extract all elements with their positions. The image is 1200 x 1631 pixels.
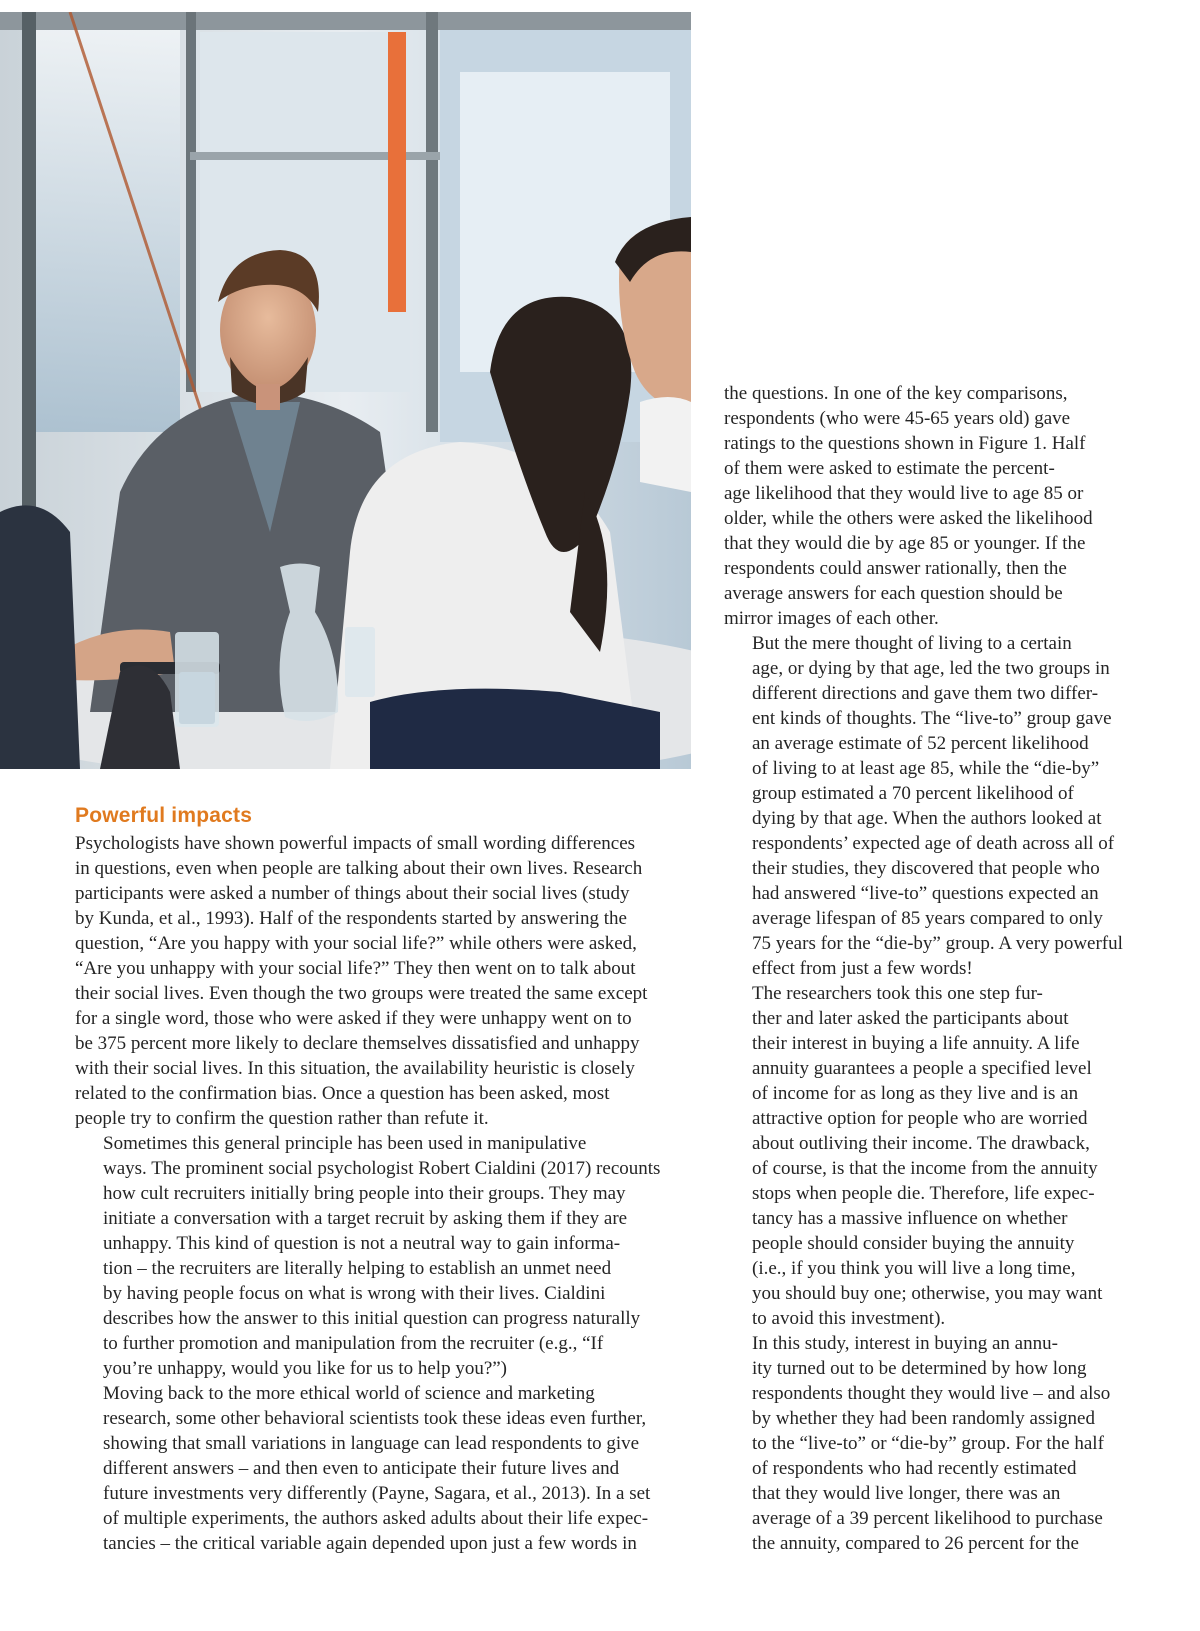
paragraph bbox=[724, 1331, 1134, 1556]
text-line: stops when people die. Therefore, life expec- bbox=[752, 1183, 1095, 1204]
text-line: In this study, interest in buying an annu- bbox=[752, 1333, 1058, 1354]
paragraph bbox=[724, 381, 1134, 631]
text-line: unhappy. This kind of question is not a neutral way to gain informa- bbox=[103, 1233, 621, 1254]
text-line: an average estimate of 52 percent likelihood bbox=[752, 733, 1089, 754]
text-line: 75 years for the “die-by” group. A very powerful bbox=[752, 933, 1123, 954]
paragraph bbox=[75, 1381, 695, 1556]
text-line: different directions and gave them two differ- bbox=[752, 683, 1099, 704]
meeting-photo-illustration bbox=[0, 12, 691, 769]
text-line: effect from just a few words! bbox=[752, 958, 973, 979]
text-line: of them were asked to estimate the percent- bbox=[724, 458, 1055, 479]
text-line: you should buy one; otherwise, you may want bbox=[752, 1283, 1103, 1304]
text-line: But the mere thought of living to a certain bbox=[752, 633, 1072, 654]
text-line: attractive option for people who are worried bbox=[752, 1108, 1088, 1129]
text-line: ity turned out to be determined by how long bbox=[752, 1358, 1087, 1379]
text-line: their studies, they discovered that people who bbox=[752, 858, 1100, 879]
text-line: of respondents who had recently estimated bbox=[752, 1458, 1077, 1479]
text-line: initiate a conversation with a target recruit by asking them if they are bbox=[103, 1208, 628, 1229]
text-line: average answers for each question should be bbox=[724, 583, 1063, 604]
text-line: older, while the others were asked the likelihood bbox=[724, 508, 1093, 529]
text-line: by having people focus on what is wrong with their lives. Cialdini bbox=[103, 1283, 606, 1304]
text-line: describes how the answer to this initial question can progress naturally bbox=[103, 1308, 641, 1329]
text-line: how cult recruiters initially bring people into their groups. They may bbox=[103, 1183, 626, 1204]
text-line: be 375 percent more likely to declare themselves dissatisfied and unhappy bbox=[75, 1033, 640, 1054]
text-line: by Kunda, et al., 1993). Half of the respondents started by answering the bbox=[75, 908, 627, 929]
text-line: respondents could answer rationally, then the bbox=[724, 558, 1067, 579]
text-line: age likelihood that they would live to age 85 or bbox=[724, 483, 1084, 504]
text-line: people try to confirm the question rather than refute it. bbox=[75, 1108, 489, 1129]
text-line: tancies – the critical variable again depended upon just a few words in bbox=[103, 1533, 637, 1554]
text-line: (i.e., if you think you will live a long time, bbox=[752, 1258, 1076, 1279]
text-line: tancy has a massive influence on whether bbox=[752, 1208, 1068, 1229]
text-line: about outliving their income. The drawback, bbox=[752, 1133, 1090, 1154]
text-line: showing that small variations in language can lead respondents to give bbox=[103, 1433, 640, 1454]
text-line: Psychologists have shown powerful impacts of small wording differences bbox=[75, 833, 636, 854]
text-line: ent kinds of thoughts. The “live-to” group gave bbox=[752, 708, 1112, 729]
text-line: that they would live longer, there was an bbox=[752, 1483, 1061, 1504]
text-line: in questions, even when people are talking about their own lives. Research bbox=[75, 858, 643, 879]
text-line: The researchers took this one step fur- bbox=[752, 983, 1043, 1004]
section-heading: Powerful impacts bbox=[75, 804, 253, 827]
meeting-photo bbox=[0, 12, 691, 769]
text-line: age, or dying by that age, led the two groups in bbox=[752, 658, 1110, 679]
text-line: “Are you unhappy with your social life?” They then went on to talk about bbox=[75, 958, 636, 979]
text-line: average of a 39 percent likelihood to purchase bbox=[752, 1508, 1103, 1529]
text-line: of multiple experiments, the authors asked adults about their life expec- bbox=[103, 1508, 649, 1529]
text-line: different answers – and then even to anticipate their future lives and bbox=[103, 1458, 620, 1479]
text-line: for a single word, those who were asked if they were unhappy went on to bbox=[75, 1008, 632, 1029]
paragraph bbox=[724, 981, 1134, 1331]
text-line: group estimated a 70 percent likelihood of bbox=[752, 783, 1074, 804]
text-line: by whether they had been randomly assigned bbox=[752, 1408, 1095, 1429]
text-line: to avoid this investment). bbox=[752, 1308, 946, 1329]
text-line: related to the confirmation bias. Once a question has been asked, most bbox=[75, 1083, 610, 1104]
text-line: mirror images of each other. bbox=[724, 608, 939, 629]
text-line: research, some other behavioral scientists took these ideas even further, bbox=[103, 1408, 647, 1429]
text-line: you’re unhappy, would you like for us to help you?”) bbox=[103, 1358, 508, 1379]
text-line: ways. The prominent social psychologist Robert Cialdini (2017) recounts bbox=[103, 1158, 661, 1179]
text-line: that they would die by age 85 or younger. If the bbox=[724, 533, 1086, 554]
text-line: Sometimes this general principle has been used in manipulative bbox=[103, 1133, 587, 1154]
text-line: to further promotion and manipulation from the recruiter (e.g., “If bbox=[103, 1333, 604, 1354]
text-line: to the “live-to” or “die-by” group. For the half bbox=[752, 1433, 1104, 1454]
text-line: of living to at least age 85, while the “die-by” bbox=[752, 758, 1100, 779]
text-line: participants were asked a number of things about their social lives (study bbox=[75, 883, 630, 904]
text-line: question, “Are you happy with your social life?” while others were asked, bbox=[75, 933, 637, 954]
text-line: dying by that age. When the authors looked at bbox=[752, 808, 1102, 829]
text-line: average lifespan of 85 years compared to only bbox=[752, 908, 1103, 929]
text-line: people should consider buying the annuity bbox=[752, 1233, 1075, 1254]
paragraph bbox=[75, 831, 695, 1131]
text-line: respondents’ expected age of death across all of bbox=[752, 833, 1115, 854]
text-line: respondents thought they would live – and also bbox=[752, 1383, 1111, 1404]
text-line: the annuity, compared to 26 percent for the bbox=[752, 1533, 1079, 1554]
text-line: their interest in buying a life annuity. A life bbox=[752, 1033, 1080, 1054]
text-line: Moving back to the more ethical world of science and marketing bbox=[103, 1383, 595, 1404]
text-line: annuity guarantees a people a specified level bbox=[752, 1058, 1092, 1079]
text-line: ratings to the questions shown in Figure 1. Half bbox=[724, 433, 1086, 454]
text-line: tion – the recruiters are literally helping to establish an unmet need bbox=[103, 1258, 612, 1279]
text-line: of course, is that the income from the annuity bbox=[752, 1158, 1098, 1179]
right-text-column bbox=[724, 381, 1134, 1556]
text-line: respondents (who were 45-65 years old) gave bbox=[724, 408, 1071, 429]
text-line: of income for as long as they live and is an bbox=[752, 1083, 1079, 1104]
paragraph bbox=[724, 631, 1134, 981]
left-text-column bbox=[75, 831, 695, 1556]
text-line: their social lives. Even though the two groups were treated the same except bbox=[75, 983, 648, 1004]
text-line: had answered “live-to” questions expected an bbox=[752, 883, 1099, 904]
paragraph bbox=[75, 1131, 695, 1381]
text-line: the questions. In one of the key comparisons, bbox=[724, 383, 1068, 404]
text-line: with their social lives. In this situation, the availability heuristic is closely bbox=[75, 1058, 635, 1079]
text-line: future investments very differently (Payne, Sagara, et al., 2013). In a set bbox=[103, 1483, 651, 1504]
text-line: ther and later asked the participants about bbox=[752, 1008, 1069, 1029]
